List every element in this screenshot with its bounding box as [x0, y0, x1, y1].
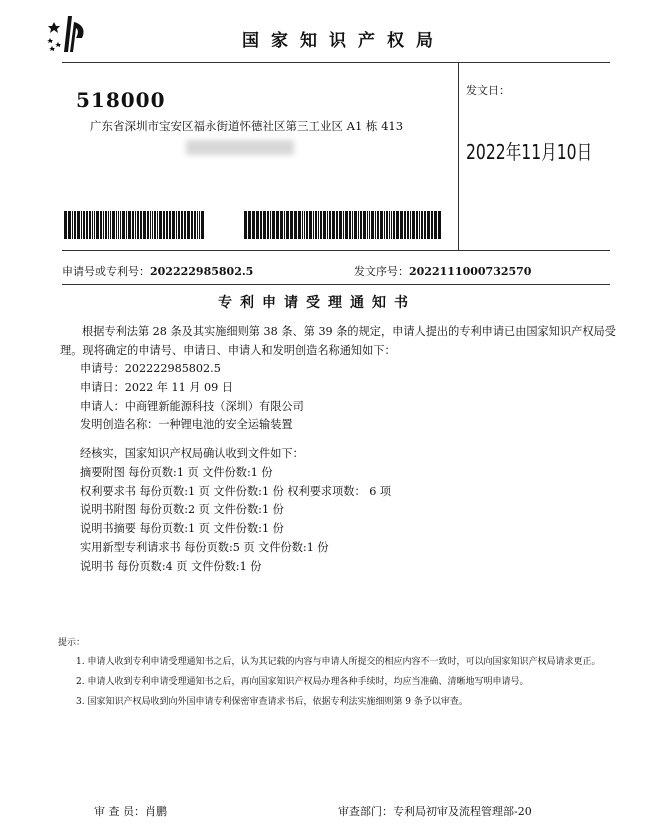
barcode-bar	[194, 211, 196, 239]
barcode-bar	[64, 211, 67, 239]
barcode-bar	[128, 211, 131, 239]
note-item: 3. 国家知识产权局收到向外国申请专利保密审查请求书后，依据专利法实施细则第 9 条予以审查。	[76, 697, 468, 707]
barcode-bar	[354, 211, 357, 239]
recipient-address: 广东省深圳市宝安区福永街道怀德社区第三工业区 A1 栋 413	[90, 119, 404, 133]
document-number: 2022111000732570	[409, 265, 532, 278]
info-application-number: 申请号：202222985802.5	[80, 362, 221, 375]
barcode-bar	[377, 211, 379, 239]
barcode-bar	[103, 211, 104, 239]
barcode-bar	[339, 211, 342, 239]
notes-section	[58, 636, 618, 710]
barcode-bar	[135, 211, 136, 239]
barcode-bar	[343, 211, 344, 239]
barcode-bar	[367, 211, 368, 239]
barcode-bar	[118, 211, 119, 239]
barcode-bar	[431, 211, 433, 239]
barcode-bar	[89, 211, 91, 239]
file-row: 实用新型专利请求书 每份页数:5 页 文件份数:1 份	[80, 540, 329, 554]
barcode-bar	[77, 211, 80, 239]
file-row: 权利要求书 每份页数:1 页 文件份数:1 份 权利要求项数： 6 项	[80, 484, 392, 498]
barcode-bar	[147, 211, 149, 239]
document-number-label: 发文序号：	[354, 265, 409, 278]
barcode-bar	[389, 211, 390, 239]
postcode: 518000	[76, 88, 166, 112]
barcode-bar	[369, 211, 370, 239]
barcode-bar	[163, 211, 165, 239]
received-files	[80, 445, 391, 577]
barcode-bar	[140, 211, 142, 239]
barcode-bar	[302, 211, 303, 239]
barcode-bar	[360, 211, 362, 239]
intro-paragraph: 根据专利法第 28 条及其实施细则第 38 条、第 39 条的规定，申请人提出的专利申请已由国家知识产权局受理。现将确定的申请号、申请日、申请人和发明创造名称通知如下：	[60, 325, 616, 357]
barcode-bar	[352, 211, 353, 239]
barcode-bar	[178, 211, 180, 239]
document-number-line	[354, 263, 531, 279]
barcode-bar	[74, 211, 76, 239]
barcode-bar	[363, 211, 366, 239]
barcode-bar	[116, 211, 117, 239]
barcode-bar	[157, 211, 158, 239]
barcode-bar	[358, 211, 359, 239]
barcode-bar	[396, 211, 399, 239]
barcode-bar	[143, 211, 146, 239]
barcode-bar	[252, 211, 255, 239]
barcode-left	[64, 211, 205, 239]
barcode-bar	[434, 211, 437, 239]
barcode-bar	[100, 211, 102, 239]
barcode-right	[244, 211, 442, 239]
barcode-rule	[62, 250, 610, 251]
barcode-bar	[304, 211, 305, 239]
barcode-bar	[294, 211, 297, 239]
barcode-bar	[197, 211, 198, 239]
barcode-bar	[199, 211, 200, 239]
barcode-bar	[286, 211, 289, 239]
barcode-bar	[181, 211, 183, 239]
examiner: 审 查 员：肖鹏	[94, 805, 167, 818]
send-date-label: 发文日：	[466, 84, 510, 97]
barcode-bar	[375, 211, 376, 239]
barcode-bar	[438, 211, 441, 239]
barcode-bar	[191, 211, 193, 239]
barcode-bar	[410, 211, 411, 239]
barcode-bar	[315, 211, 317, 239]
barcode-bar	[380, 211, 383, 239]
barcode-bar	[132, 211, 134, 239]
agency-name: 国家知识产权局	[242, 31, 445, 51]
barcode-bar	[419, 211, 420, 239]
application-number-label: 申请号或专利号：	[62, 265, 150, 278]
examining-department: 审查部门：专利局初审及流程管理部-20	[338, 805, 532, 818]
barcode-bar	[345, 211, 348, 239]
barcode-bar	[184, 211, 186, 239]
file-row: 摘要附图 每份页数:1 页 文件份数:1 份	[80, 465, 273, 479]
barcode-bar	[256, 211, 259, 239]
notes-heading: 提示：	[58, 638, 86, 648]
barcode-bar	[416, 211, 418, 239]
barcode-bar	[349, 211, 351, 239]
barcode-bar	[290, 211, 293, 239]
barcode-bar	[201, 211, 204, 239]
top-rule	[62, 62, 610, 63]
barcode-bar	[391, 211, 392, 239]
barcode-bar	[323, 211, 326, 239]
barcode-bar	[336, 211, 338, 239]
barcode-bar	[72, 211, 73, 239]
barcode-bar	[298, 211, 301, 239]
barcode-bar	[427, 211, 430, 239]
barcode-bar	[110, 211, 111, 239]
barcode-bar	[407, 211, 409, 239]
barcode-bar	[332, 211, 335, 239]
barcode-bar	[400, 211, 403, 239]
cnipa-logo-icon	[46, 14, 92, 54]
barcode-bar	[68, 211, 71, 239]
barcode-bar	[126, 211, 127, 239]
barcode-bar	[386, 211, 388, 239]
barcode-bar	[424, 211, 426, 239]
note-item: 2. 申请人收到专利申请受理通知书之后，再向国家知识产权局办理各种手续时，均应当准确、清晰地写明申请号。	[76, 677, 529, 687]
barcode-bar	[270, 211, 271, 239]
barcode-bar	[276, 211, 279, 239]
barcode-bar	[112, 211, 115, 239]
file-row: 说明书附图 每份页数:2 页 文件份数:1 份	[80, 503, 284, 517]
barcode-bar	[150, 211, 151, 239]
barcode-bar	[154, 211, 156, 239]
barcode-bar	[96, 211, 99, 239]
barcode-bar	[92, 211, 93, 239]
barcode-bar	[306, 211, 308, 239]
barcode-bar	[272, 211, 275, 239]
redacted-recipient-name	[186, 140, 294, 155]
number-rule	[62, 284, 610, 285]
barcode-bar	[309, 211, 312, 239]
barcode-bar	[169, 211, 171, 239]
barcode-bar	[284, 211, 285, 239]
barcode-bar	[412, 211, 415, 239]
barcode-bar	[318, 211, 319, 239]
barcode-bar	[122, 211, 125, 239]
application-info	[80, 360, 304, 435]
barcode-bar	[108, 211, 109, 239]
barcode-bar	[176, 211, 177, 239]
barcode-bar	[384, 211, 385, 239]
barcode-bar	[393, 211, 395, 239]
barcode-bar	[166, 211, 168, 239]
barcode-bar	[172, 211, 175, 239]
barcode-bar	[404, 211, 406, 239]
barcode-bar	[159, 211, 162, 239]
notice-title: 专利申请受理通知书	[218, 295, 416, 311]
barcode-bar	[329, 211, 331, 239]
barcode-bar	[248, 211, 251, 239]
barcode-bar	[280, 211, 283, 239]
barcode-bar	[244, 211, 247, 239]
barcode-bar	[137, 211, 139, 239]
note-item: 1. 申请人收到专利申请受理通知书之后，认为其记载的内容与申请人所提交的相应内容不一致时，可以向国家知识产权局请求更正。	[76, 657, 601, 667]
application-number-line	[62, 263, 253, 279]
barcode-bar	[421, 211, 423, 239]
barcode-bar	[313, 211, 314, 239]
barcode-bar	[120, 211, 121, 239]
info-applicant: 申请人：中商锂新能源科技（深圳）有限公司	[80, 399, 304, 413]
barcode-bar	[94, 211, 95, 239]
barcode-bar	[152, 211, 153, 239]
send-date-value: 2022年11月10日	[466, 140, 593, 164]
barcode-bar	[371, 211, 374, 239]
application-number: 202222985802.5	[150, 265, 254, 278]
barcode-bar	[260, 211, 262, 239]
date-column-divider	[458, 62, 459, 250]
barcode-bar	[83, 211, 85, 239]
barcode-bar	[320, 211, 322, 239]
file-row: 说明书摘要 每份页数:1 页 文件份数:1 份	[80, 522, 284, 536]
barcode-bar	[327, 211, 328, 239]
verify-intro: 经核实，国家知识产权局确认收到文件如下：	[80, 447, 304, 460]
barcode-bar	[81, 211, 82, 239]
info-application-date: 申请日：2022 年 11 月 09 日	[80, 380, 234, 394]
file-row: 说明书 每份页数:4 页 文件份数:1 份	[80, 559, 262, 573]
barcode-bar	[263, 211, 266, 239]
barcode-bar	[86, 211, 88, 239]
barcode-bar	[105, 211, 107, 239]
info-invention-title: 发明创造名称：一种锂电池的安全运输装置	[80, 418, 293, 432]
barcode-bar	[267, 211, 269, 239]
barcode-bar	[187, 211, 190, 239]
